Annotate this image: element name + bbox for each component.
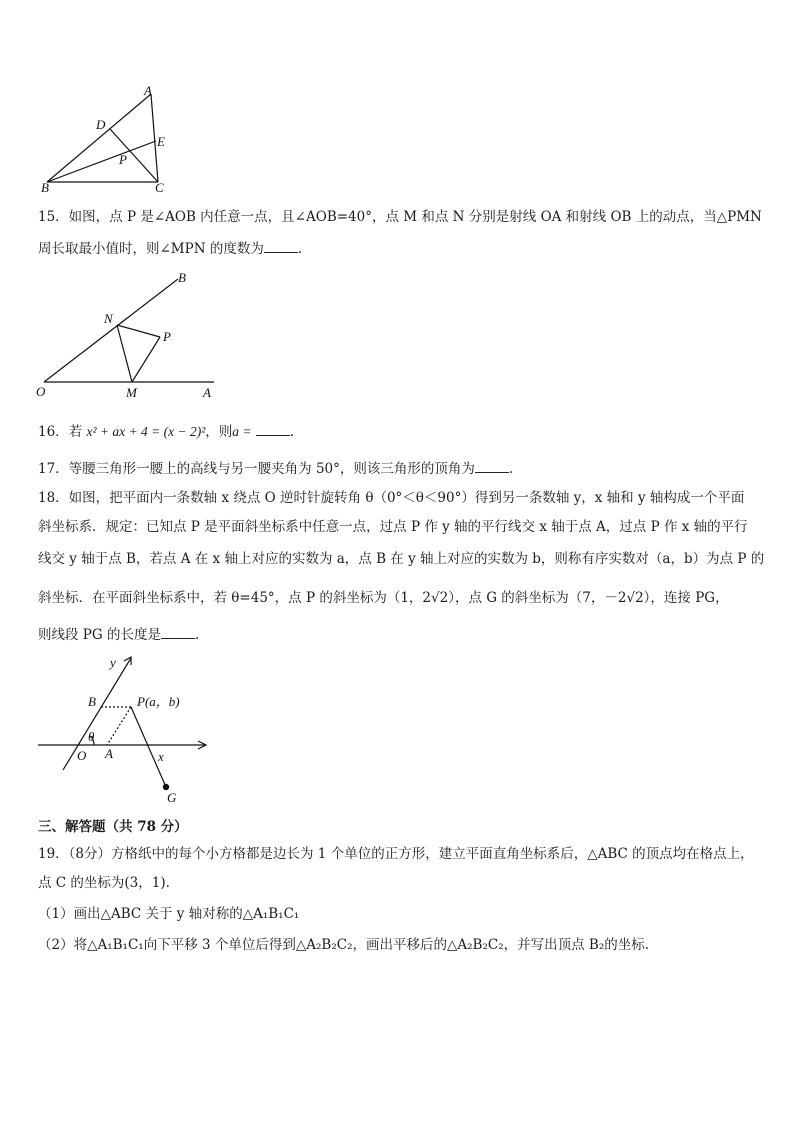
label-b: B bbox=[88, 694, 96, 709]
q18-line5-text: 则线段 PG 的长度是 bbox=[38, 627, 161, 643]
label-a: A bbox=[144, 83, 152, 98]
q17-answer-blank[interactable] bbox=[475, 458, 509, 473]
segment-pm bbox=[132, 337, 160, 382]
q18-line5 bbox=[38, 624, 199, 644]
y-axis bbox=[63, 658, 131, 770]
label-b: B bbox=[41, 180, 49, 194]
label-b: B bbox=[178, 270, 186, 285]
q15-period: . bbox=[297, 241, 303, 257]
label-o: O bbox=[36, 384, 46, 399]
figure-angle-aob bbox=[30, 266, 230, 402]
q15-line2-text: 周长取最小值时，则∠MPN 的度数为 bbox=[38, 241, 264, 257]
dash-pa bbox=[107, 707, 131, 745]
label-a: A bbox=[105, 746, 113, 761]
q15-line1: 15．如图，点 P 是∠AOB 内任意一点，且∠AOB=40°，点 M 和点 N 分别是射线 OA 和射线 OB 上的动点，当△PMN bbox=[38, 209, 762, 225]
q16-var: a = bbox=[232, 424, 252, 439]
q16-line bbox=[38, 421, 294, 441]
q16-mid: ，则 bbox=[205, 424, 233, 440]
q15-answer-blank[interactable] bbox=[264, 238, 298, 253]
label-p: P bbox=[119, 152, 127, 167]
segment-pg bbox=[131, 707, 166, 787]
q16-answer-blank[interactable] bbox=[256, 421, 290, 436]
segment-np bbox=[117, 325, 160, 337]
label-y: y bbox=[110, 655, 116, 670]
q18-line1: 18．如图，把平面内一条数轴 x 绕点 O 逆时针旋转角 θ（0°＜θ＜90°）得到另一条数轴 y，x 轴和 y 轴构成一个平面 bbox=[38, 490, 745, 506]
label-c: C bbox=[155, 180, 164, 194]
ray-ob bbox=[44, 279, 178, 382]
q16-equation: x² + ax + 4 = (x − 2)² bbox=[86, 424, 206, 439]
q15-line2 bbox=[38, 238, 302, 258]
q17-text: 17．等腰三角形一腰上的高线与另一腰夹角为 50°，则该三角形的顶角为 bbox=[38, 461, 475, 477]
figure-oblique-coordinates bbox=[30, 650, 230, 806]
label-m: M bbox=[126, 385, 137, 400]
figure-triangle-abc bbox=[30, 82, 180, 194]
q19-part2: （2）将△A₁B₁C₁向下平移 3 个单位后得到△A₂B₂C₂，画出平移后的△A₂B₂C₂，并写出顶点 B₂的坐标. bbox=[38, 937, 650, 953]
label-a: A bbox=[203, 385, 211, 400]
q16-period: . bbox=[289, 424, 295, 440]
q17-line bbox=[38, 458, 513, 478]
segment-nm bbox=[117, 325, 132, 382]
q19-line2: 点 C 的坐标为(3，1). bbox=[38, 875, 170, 891]
q17-period: . bbox=[508, 461, 514, 477]
q18-period: . bbox=[194, 627, 200, 643]
label-d: D bbox=[96, 117, 106, 132]
label-e: E bbox=[157, 134, 165, 149]
q19-part1: （1）画出△ABC 关于 y 轴对称的△A₁B₁C₁ bbox=[38, 906, 300, 922]
label-o: O bbox=[77, 748, 87, 763]
q16-prefix: 16．若 bbox=[38, 424, 83, 440]
q18-line3: 线交 y 轴于点 B，若点 A 在 x 轴上对应的实数为 a，点 B 在 y 轴上对应的实数为 b，则称有序实数对（a，b）为点 P 的 bbox=[38, 551, 765, 567]
label-x: x bbox=[158, 749, 164, 764]
q18-line2: 斜坐标系．规定：已知点 P 是平面斜坐标系中任意一点，过点 P 作 y 轴的平行线交 x 轴于点 A，过点 P 作 x 轴的平行 bbox=[38, 519, 748, 535]
q18-line4: 斜坐标．在平面斜坐标系中，若 θ=45°，点 P 的斜坐标为（1，2√2），点 G 的斜坐标为（7，－2√2），连接 PG， bbox=[38, 590, 729, 606]
label-theta: θ bbox=[88, 729, 95, 744]
section-heading: 三、解答题（共 78 分） bbox=[38, 819, 188, 835]
label-g: G bbox=[167, 790, 177, 805]
q19-line1: 19．（8分）方格纸中的每个小方格都是边长为 1 个单位的正方形，建立平面直角坐标系后，△ABC 的顶点均在格点上， bbox=[38, 846, 754, 862]
label-p: P(a，b) bbox=[137, 694, 180, 709]
segment-ba bbox=[47, 94, 151, 182]
label-n: N bbox=[104, 311, 113, 326]
q18-answer-blank[interactable] bbox=[161, 624, 195, 639]
label-p: P bbox=[163, 329, 171, 344]
